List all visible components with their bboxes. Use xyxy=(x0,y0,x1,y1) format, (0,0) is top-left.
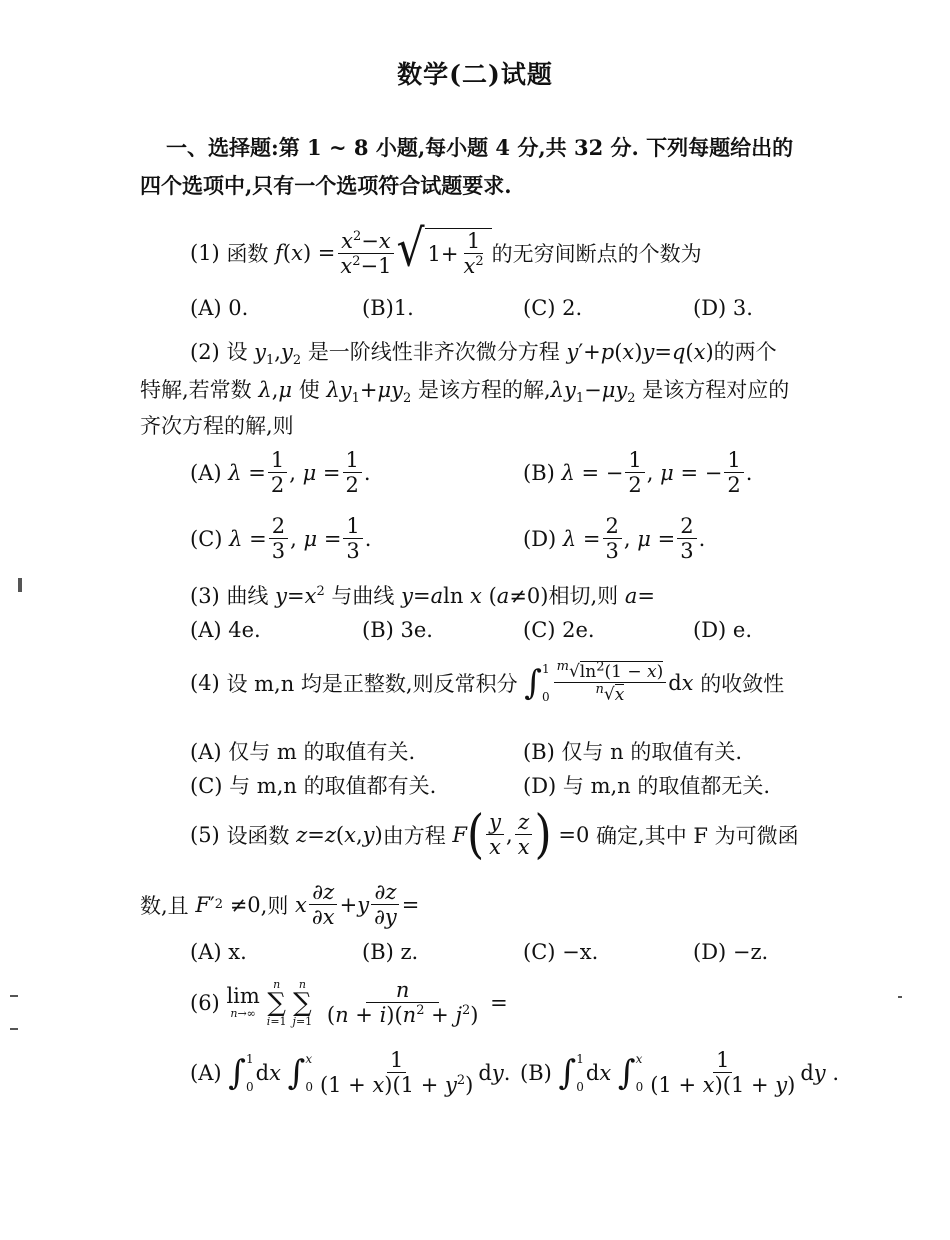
q1-option-a[interactable]: (A) 0. xyxy=(190,296,249,320)
question-1: (1) 函数 f ( x ) = $\frac{x^2-x}{x^2-1}$ √ 1+ $\frac{1}{x^2}$ 的无穷间断点的个数为 xyxy=(190,219,702,279)
q5-option-b[interactable]: (B) z. xyxy=(362,940,419,964)
q5-option-c[interactable]: (C) −x. xyxy=(523,940,599,964)
sqrt: √ 1+ $\frac{1}{x^2}$ xyxy=(397,228,492,278)
question-tail: 的收敛性 xyxy=(700,671,785,696)
limit-operator: lim n→∞ xyxy=(226,984,260,1021)
scan-mark xyxy=(10,1028,18,1030)
question-5: (5) 设函数 z = z ( x , y ) 由方程 F ( $\frac{y}{x}$ , $\frac{z}{x}$ ) =0 确定,其中 F 为可微函 xyxy=(190,803,799,865)
option-label: (A) xyxy=(190,460,222,485)
option-label: (A) xyxy=(190,1060,222,1085)
q6-option-a[interactable]: (A) ∫ 1 0 d x ∫ x 0 $\frac{1}{(1 + x)(1 + y^2)}$ d y . xyxy=(190,1048,511,1098)
question-3: (3) 曲线 $y=x^2$ 与曲线 y=aln x (a≠0)相切,则 a= xyxy=(190,584,655,608)
q2-option-b[interactable]: (B) λ = − $\frac{1}{2}$ , μ = − $\frac{1}{2}$ . xyxy=(523,448,753,498)
text: 特解,若常数 xyxy=(140,378,252,402)
text: 与曲线 xyxy=(331,584,395,608)
question-5-line2: 数,且 F ′ 2 ≠0 ,则 x $\frac{\partial z}{\partial x}$ + y $\frac{\partial z}{\partial y}$ = xyxy=(140,880,420,930)
question-6: (6) lim n→∞ n ∑ i=1 n ∑ j=1 $\frac{n}{(n + i)(n^2 + j^2)}$ = xyxy=(190,977,508,1028)
q4-option-b[interactable]: (B) 仅与 n 的取值有关. xyxy=(523,740,743,764)
text: 相切,则 xyxy=(548,584,619,608)
question-lead: 设函数 xyxy=(226,823,290,848)
q6-option-b[interactable]: (B) ∫ 1 0 d x ∫ x 0 $\frac{1}{(1 + x)(1 + y)}$ d y . xyxy=(520,1048,840,1098)
text: 设 xyxy=(226,340,248,364)
fraction: $\frac{x^2-x}{x^2-1}$ xyxy=(337,229,394,278)
q3-option-b[interactable]: (B) 3e. xyxy=(362,618,433,642)
question-4: (4) 设 m,n 均是正整数,则反常积分 ∫ 1 0 $\frac{^m√\ln^2(1 - x)}{^n√x}$ d x 的收敛性 xyxy=(190,659,785,705)
question-2-line2: 特解,若常数 λ,μ 使 $\lambda y_1+\mu y_2$ 是该方程的解$,\lambda y_1-\mu y_2$ 是该方程对应的 xyxy=(140,378,790,407)
q2-option-a[interactable]: (A) λ = $\frac{1}{2}$ , μ = $\frac{1}{2}$ . xyxy=(190,448,371,498)
question-number: (4) xyxy=(190,670,220,695)
scan-mark xyxy=(898,996,902,998)
question-number: (2) xyxy=(190,340,220,364)
question-number: (5) xyxy=(190,822,220,847)
q4-option-d[interactable]: (D) 与 m,n 的取值都无关. xyxy=(523,774,771,798)
q1-option-d[interactable]: (D) 3. xyxy=(693,296,753,320)
summation: n ∑ j=1 xyxy=(292,977,313,1028)
integral-sign: ∫ xyxy=(524,662,542,703)
question-lead: 设 m,n 均是正整数,则反常积分 xyxy=(226,671,518,696)
text: ,则 xyxy=(260,893,289,918)
q3-option-a[interactable]: (A) 4e. xyxy=(190,618,261,642)
q4-option-a[interactable]: (A) 仅与 m 的取值有关. xyxy=(190,740,416,764)
text: 曲线 xyxy=(226,584,269,608)
section-heading-line2: 四个选项中,只有一个选项符合试题要求. xyxy=(140,173,512,198)
q5-option-d[interactable]: (D) −z. xyxy=(693,940,769,964)
fraction: $\frac{n}{(n + i)(n^2 + j^2)}$ xyxy=(326,978,479,1028)
question-2-line1: (2) 设 $y_1,y_2$ 是一阶线性非齐次微分方程 y′+p(x)y=q(x)的两个 xyxy=(190,340,777,369)
text: 是该方程对应的 xyxy=(642,378,790,402)
question-number: (6) xyxy=(190,990,220,1015)
q3-option-d[interactable]: (D) e. xyxy=(693,618,753,642)
section-heading-line1: 一、选择题:第 1 ~ 8 小题,每小题 4 分,共 32 分. 下列每题给出的 xyxy=(166,135,794,160)
q1-option-b[interactable]: (B)1. xyxy=(362,296,414,320)
question-number: (3) xyxy=(190,584,220,608)
page-title: 数学(二)试题 xyxy=(397,60,553,89)
option-label: (D) xyxy=(523,526,557,551)
q2-option-d[interactable]: (D) λ = $\frac{2}{3}$ , μ = $\frac{2}{3}$ . xyxy=(523,514,706,564)
option-label: (B) xyxy=(520,1060,552,1085)
option-label: (C) xyxy=(190,526,223,551)
summation: n ∑ i=1 xyxy=(266,977,287,1028)
text: 是该方程的解, xyxy=(417,378,551,402)
text: 的两个 xyxy=(713,340,777,364)
fraction: $\frac{^m√\ln^2(1 - x)}{^n√x}$ xyxy=(554,660,667,705)
question-tail: 的无穷间断点的个数为 xyxy=(491,242,702,267)
question-number: (1) xyxy=(190,241,220,266)
scan-mark xyxy=(10,995,18,997)
question-tail: 确定,其中 F 为可微函 xyxy=(596,823,799,848)
q5-option-a[interactable]: (A) x. xyxy=(190,940,247,964)
scan-mark xyxy=(18,578,22,592)
option-label: (B) xyxy=(523,460,555,485)
q3-option-c[interactable]: (C) 2e. xyxy=(523,618,595,642)
text: 数,且 xyxy=(140,893,189,918)
q2-option-c[interactable]: (C) λ = $\frac{2}{3}$ , μ = $\frac{1}{3}$ . xyxy=(190,514,372,564)
text: 由方程 xyxy=(382,823,446,848)
question-lead: 函数 xyxy=(226,242,269,267)
text: 是一阶线性非齐次微分方程 xyxy=(307,340,560,364)
q4-option-c[interactable]: (C) 与 m,n 的取值都有关. xyxy=(190,774,437,798)
q1-option-c[interactable]: (C) 2. xyxy=(523,296,583,320)
text: 使 xyxy=(298,378,320,402)
question-2-line3: 齐次方程的解,则 xyxy=(140,414,294,438)
